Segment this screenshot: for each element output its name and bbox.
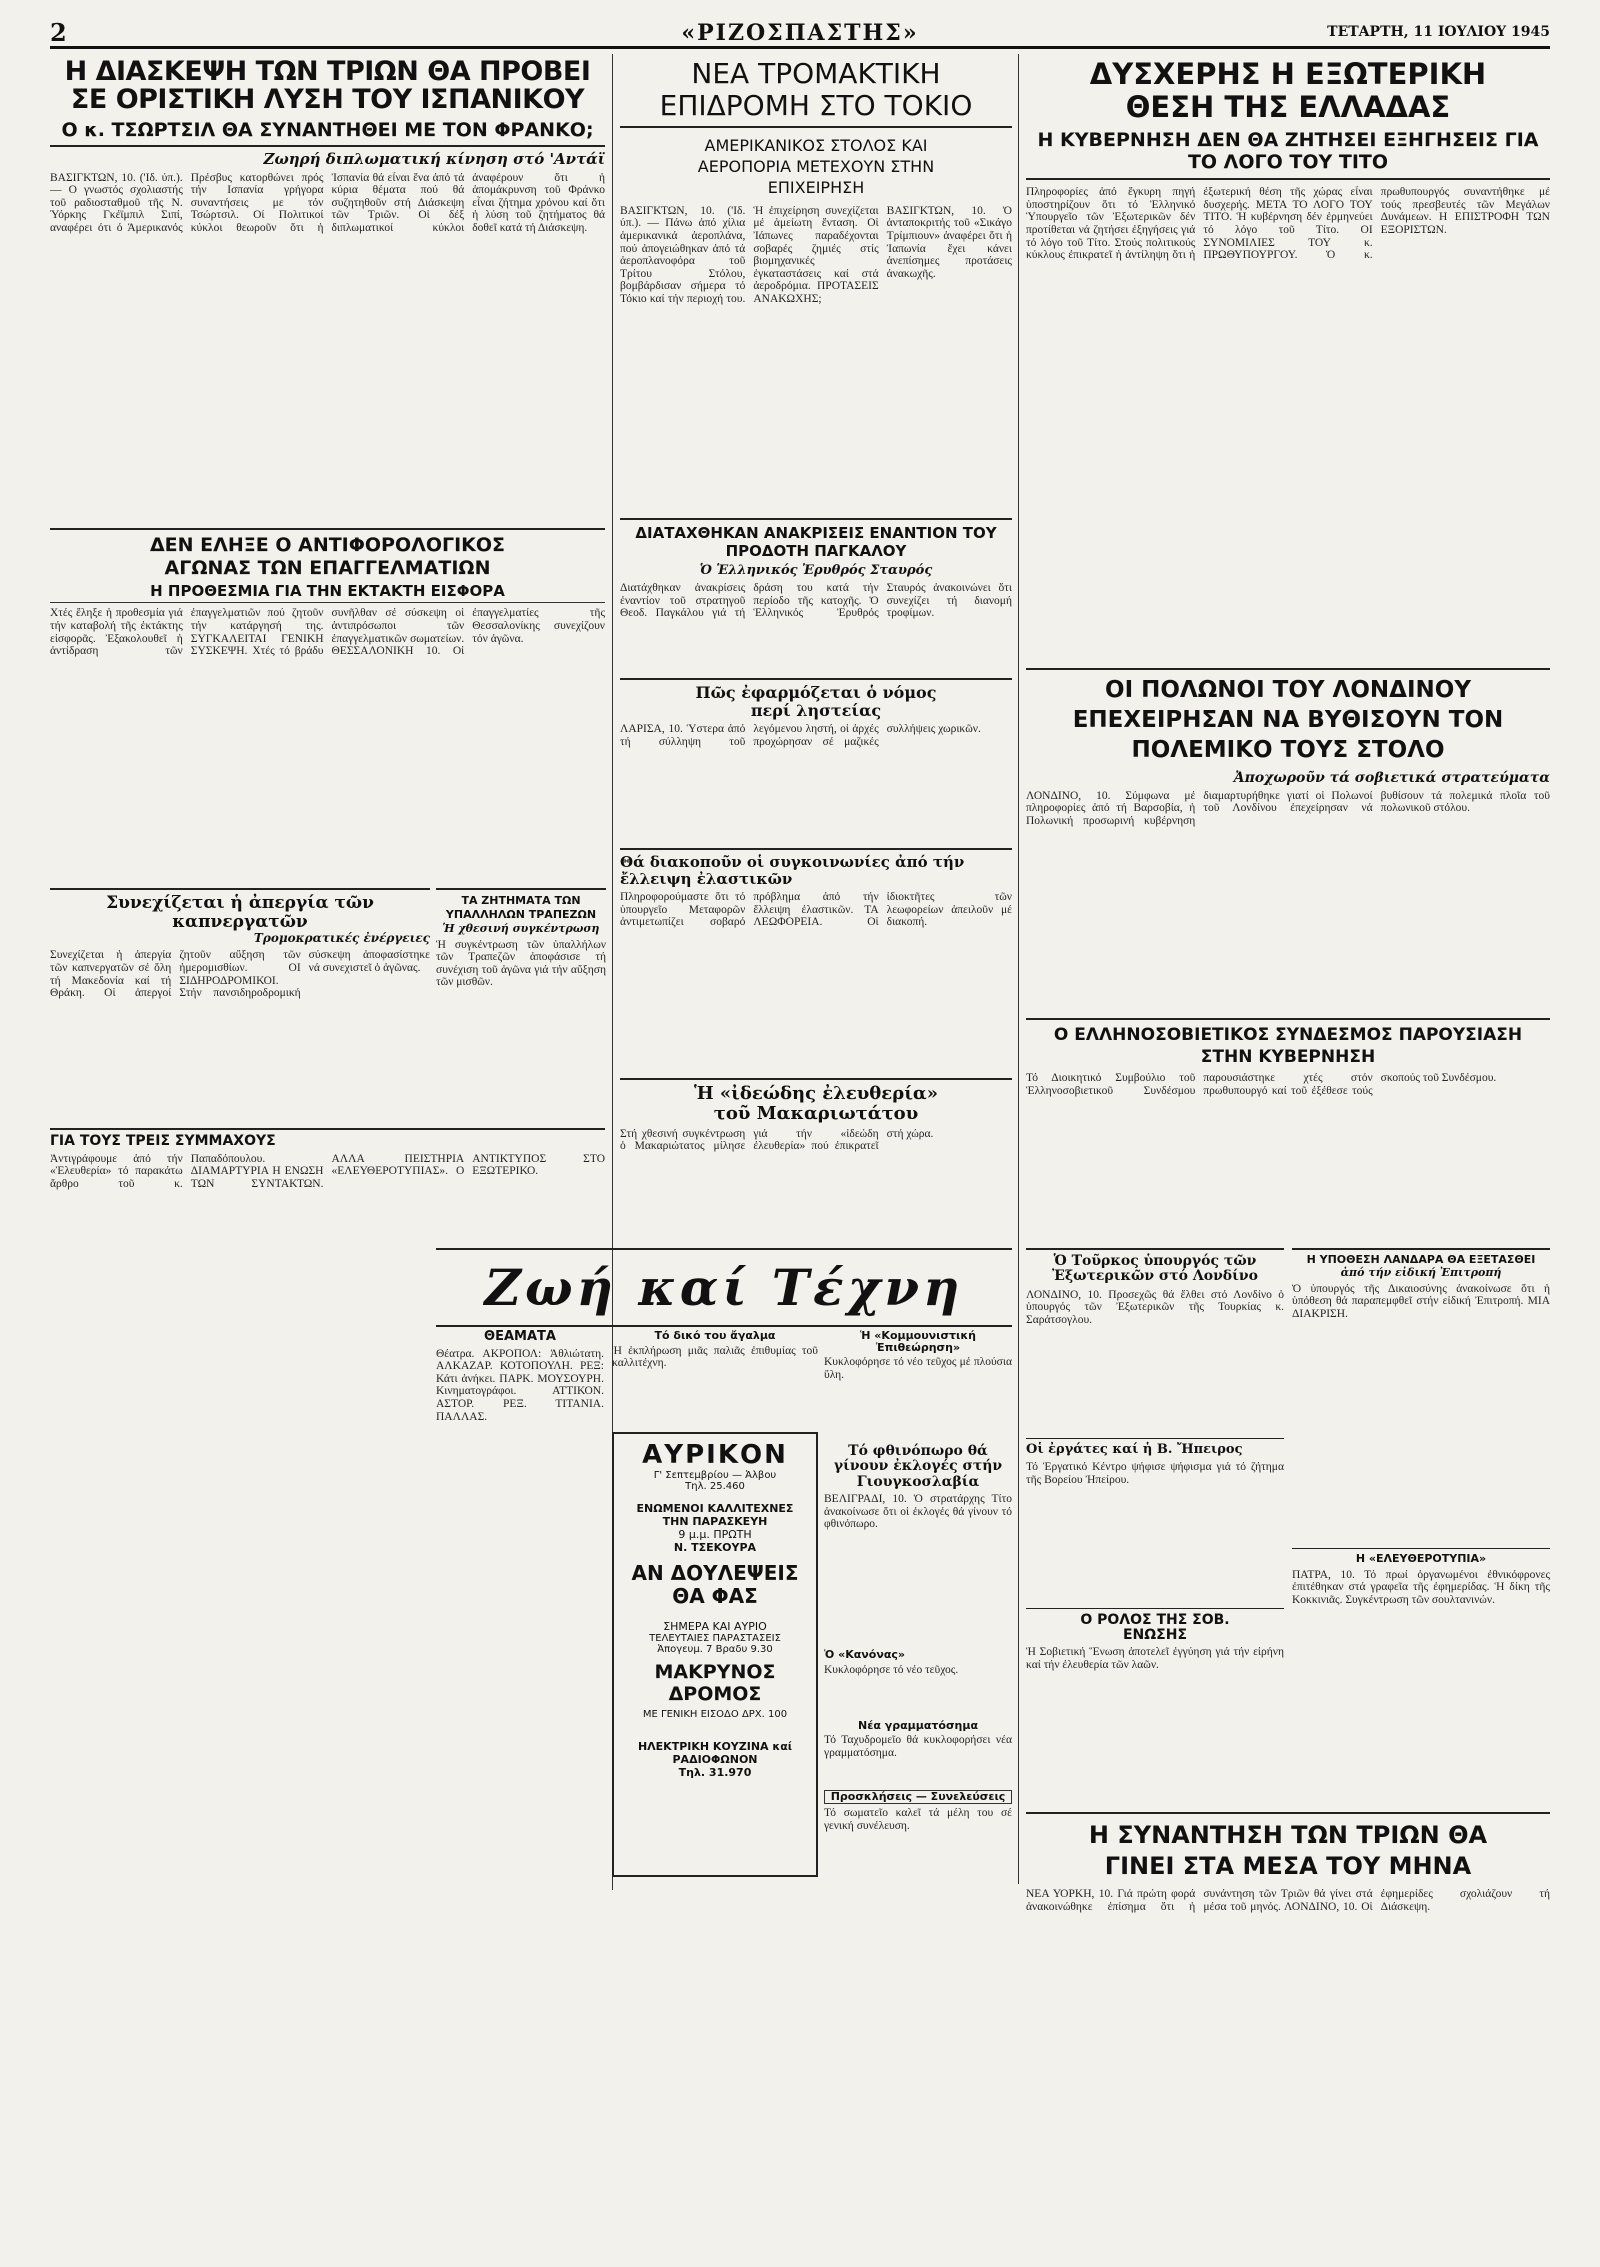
arts-items-right	[824, 1330, 1012, 1917]
headline: ΓΙΑ ΤΟΥΣ ΤΡΕΙΣ ΣΥΜΜΑΧΟΥΣ	[50, 1133, 276, 1149]
article-body: ΠΑΤΡΑ, 10. Τό πρωί ὀργανωμένοι ἐθνικόφρονες ἐπιτέθηκαν στά γραφεῖα τῆς ἐφημερίδας. Ἡ δίκη τῆς Κοκκινιᾶς. Συγκέντρωση τῶν σουλτανινών.	[1292, 1568, 1550, 1606]
article-body: Πληροφορούμαστε ὅτι τό ὑπουργεῖο Μεταφορῶν ἀντιμετωπίζει σοβαρό πρόβλημα ἀπό τήν ἔλλειψη ἐλαστικῶν. ΤΑ ΛΕΩΦΟΡΕΙΑ. Οἱ ἰδιοκτῆτες τῶν λεωφορείων ἀπειλοῦν μέ διακοπή.	[620, 891, 1012, 929]
headline: Η ΥΠΟΘΕΣΗ ΛΑΝΔΑΡΑ ΘΑ ΕΞΕΤΑΣΘΕΙ	[1306, 1253, 1536, 1266]
ad-footer: ΗΛΕΚΤΡΙΚΗ ΚΟΥΖΙΝΑ καί ΡΑΔΙΟΦΩΝΟΝ	[637, 1740, 793, 1766]
article-ladar	[1292, 1248, 1550, 1543]
headline: Η «ΕΛΕΥΘΕΡΟΤΥΠΙΑ»	[1355, 1552, 1487, 1565]
article-tokyo	[620, 58, 1012, 550]
article-body: Χτές ἔληξε ἡ προθεσμία γιά τήν καταβολή τῆς ἐκτάκτης εἰσφορᾶς. Ἐξακολουθεῖ ἡ ἀντίδραση τῶν ἐπαγγελματιῶν πού ζητοῦν τήν κατάργησή της. ΣΥΓΚΑΛΕΙΤΑΙ ΓΕΝΙΚΗ ΣΥΣΚΕΨΗ. Χτές τό βράδυ συνῆλθαν σέ σύσκεψη οἱ ἀντιπρόσωποι τῶν ἐπαγγελματικῶν σωματείων. ΘΕΣΣΑΛΟΝΙΚΗ 10. Οἱ ἐπαγγελματίες τῆς Θεσσαλονίκης συνεχίζουν τόν ἀγῶνα.	[50, 607, 605, 658]
headline: Πῶς ἐφαρμόζεται ὁ νόμος περί ληστείας	[695, 683, 937, 720]
masthead	[50, 18, 1550, 49]
headline: Ὁ Τοῦρκος ὑπουργός τῶν Ἐξωτερικῶν στό Λονδίνο	[1052, 1253, 1258, 1285]
ad-footer-phone: Τηλ. 31.970	[678, 1766, 752, 1779]
ad-line4: Ν. ΤΣΕΚΟΥΡΑ	[673, 1541, 757, 1554]
theatre-title: ΘΕΑΜΑΤΑ	[484, 1329, 556, 1344]
tagline: Τρομοκρατικές ἐνέργειες	[253, 931, 430, 946]
article-body: ΝΕΑ ΥΟΡΚΗ, 10. Γιά πρώτη φορά ἀνακοινώθηκε ἐπίσημα ὅτι ἡ συνάντηση τῶν Τριῶν θά γίνει στά μέσα τοῦ μηνός. ΛΟΝΔΙΝΟ, 10. Οἱ ἐφημερίδες σχολιάζουν τή Διάσκεψη.	[1026, 1888, 1550, 1913]
theatre-listings	[436, 1330, 604, 1888]
article-body: Τό Διοικητικό Συμβούλιο τοῦ Ἑλληνοσοβιετικοῦ Συνδέσμου παρουσιάστηκε χτές στόν πρωθυπουργό καί τοῦ ἐξέθεσε τούς σκοπούς τοῦ Συνδέσμου.	[1026, 1072, 1497, 1097]
article-epirus	[1026, 1438, 1284, 1596]
arts-header: Ζωή καί Τέχνη	[436, 1250, 1012, 1327]
ad-film: ΜΑΚΡΥΝΟΣ ΔΡΟΜΟΣ	[654, 1661, 776, 1705]
article-transport	[620, 848, 1012, 1066]
article-spain	[50, 58, 605, 567]
article-greek-soviet	[1026, 1018, 1550, 1267]
article-body: ΛΑΡΙΣΑ, 10. Ὑστερα ἀπό τή σύλληψη τοῦ λεγόμενου ληστή, οἱ ἀρχές προχώρησαν σέ μαζικές συλλήψεις χωρικῶν.	[620, 723, 981, 748]
ad-phone: Τηλ. 25.460	[685, 1481, 745, 1492]
item-body: ΒΕΛΙΓΡΑΔΙ, 10. Ὁ στρατάρχης Τίτο ἀνακοίνωσε ὅτι οἱ ἐκλογές θά γίνουν τό φθινόπωρο.	[824, 1493, 1012, 1531]
headline: ΔΥΣΧΕΡΗΣ Η ΕΞΩΤΕΡΙΚΗ ΘΕΣΗ ΤΗΣ ΕΛΛΑΔΑΣ	[1089, 57, 1487, 125]
article-three-meet	[1026, 1812, 1550, 1988]
theatre-body: Θέατρα. ΑΚΡΟΠΟΛ: Ἀθλιώτατη. ΑΛΚΑΖΑΡ. ΚΟΤΟΠΟΥΛΗ. ΡΕΞ: Κάτι ἀνήκει. ΠΑΡΚ. ΜΟΥΣΟΥΡΗ. Κινηματογράφοι. ΑΤΤΙΚΟΝ. ΑΣΤΟΡ. ΡΕΞ. ΤΙΤΑΝΙΑ. ΠΑΛΛΑΣ.	[436, 1347, 604, 1423]
item-body: Τό Ταχυδρομεῖο θά κυκλοφορήσει νέα γραμματόσημα.	[824, 1734, 1012, 1759]
headline: Συνεχίζεται ἡ ἀπεργία τῶν καπνεργατῶν	[106, 893, 374, 932]
article-body: Στή χθεσινή συγκέντρωση ὁ Μακαριώτατος μίλησε γιά τήν «ἰδεώδη ἐλευθερία» πού ἐπικρατεῖ στή χώρα.	[620, 1127, 934, 1153]
subheadline: Ο κ. ΤΣΩΡΤΣΙΛ ΘΑ ΣΥΝΑΝΤΗΘΕΙ ΜΕ ΤΟΝ ΦΡΑΝΚΟ;	[50, 121, 605, 147]
item-body: Τό σωματεῖο καλεῖ τά μέλη του σέ γενική συνέλευση.	[824, 1806, 1012, 1832]
ad-line3: 9 μ.μ. ΠΡΩΤΗ	[678, 1528, 752, 1541]
ad-line2: ΤΗΝ ΠΑΡΑΣΚΕΥΗ	[662, 1515, 768, 1528]
article-body: Τό Ἐργατικό Κέντρο ψήφισε ψήφισμα γιά τό ζήτημα τῆς Βορείου Ἠπείρου.	[1026, 1461, 1284, 1486]
article-traitor	[620, 518, 1012, 687]
headline: ΔΙΑΤΑΧΘΗΚΑΝ ΑΝΑΚΡΙΣΕΙΣ ΕΝΑΝΤΙΟΝ ΤΟΥ ΠΡΟΔΟΤΗ ΠΑΓΚΑΛΟΥ	[635, 524, 997, 560]
ad-play: ΑΝ ΔΟΥΛΕΨΕΙΣ ΘΑ ΦΑΣ	[631, 1561, 799, 1608]
article-body: Συνεχίζεται ἡ ἀπεργία τῶν καπνεργατῶν σέ ὅλη τή Μακεδονία καί τή Θράκη. Οἱ ἀπεργοί ζητοῦν αὔξηση τῶν ἡμερομισθίων. ΟΙ ΣΙΔΗΡΟΔΡΟΜΙΚΟΙ. Στήν πανσιδηροδρομική σύσκεψη ἀποφασίστηκε νά συνεχιστεῖ ὁ ἀγῶνας.	[50, 949, 430, 1000]
headline: Θά διακοποῦν οἱ συγκοινωνίες ἀπό τήν ἔλλειψη ἐλαστικῶν	[620, 853, 965, 888]
tagline: Ζωηρή διπλωματική κίνηση στό 'Αντάϊ	[263, 149, 605, 168]
headline: Ἡ «ἰδεώδης ἐλευθερία» τοῦ Μακαριωτάτου	[693, 1083, 939, 1124]
article-press	[1292, 1548, 1550, 1799]
ad-box	[612, 1432, 818, 1877]
item-body: Κυκλοφόρησε τό νέο τεῦχος.	[824, 1663, 959, 1676]
headline: Ο ΡΟΛΟΣ ΤΗΣ ΣΟΒ. ΕΝΩΣΗΣ	[1080, 1612, 1230, 1643]
item-title: Ἡ «Κομμουνιστική Ἐπιθεώρηση»	[860, 1329, 976, 1354]
ad-line1: ΕΝΩΜΕΝΟΙ ΚΑΛΛΙΤΕΧΝΕΣ	[636, 1502, 794, 1515]
issue-date: ΤΕΤΑΡΤΗ, 11 ΙΟΥΛΙΟΥ 1945	[1327, 24, 1550, 40]
headline: ΝΕΑ ΤΡΟΜΑΚΤΙΚΗ ΕΠΙΔΡΟΜΗ ΣΤΟ ΤΟΚΙΟ	[620, 58, 1012, 128]
article-body: Ἡ Σοβιετική Ἕνωση ἀποτελεῖ ἐγγύηση γιά τήν εἰρήνη καί τήν ἐλευθερία τῶν λαῶν.	[1026, 1646, 1284, 1671]
page-number: 2	[50, 18, 67, 47]
subheadline: Η ΚΥΒΕΡΝΗΣΗ ΔΕΝ ΘΑ ΖΗΤΗΣΕΙ ΕΞΗΓΗΣΕΙΣ ΓΙΑ ΤΟ ΛΟΓΟ ΤΟΥ ΤΙΤΟ	[1026, 129, 1550, 181]
item-title: Προσκλήσεις — Συνελεύσεις	[824, 1790, 1012, 1804]
tagline: Ἀποχωροῦν τά σοβιετικά στρατεύματα	[1233, 769, 1550, 786]
item-title: Ὁ «Κανόνας»	[824, 1648, 906, 1662]
article-robbery	[620, 678, 1012, 818]
item-title: Νέα γραμματόσημα	[857, 1718, 978, 1732]
headline: ΤΑ ΖΗΤΗΜΑΤΑ ΤΩΝ ΥΠΑΛΛΗΛΩΝ ΤΡΑΠΕΖΩΝ	[445, 894, 597, 921]
item-body: Κυκλοφόρησε τό νέο τεῦχος μέ πλούσια ὕλη.	[824, 1356, 1012, 1381]
item-title: Τό φθινόπωρο θά γίνουν ἐκλογές στήν Γιουγκοσλαβία	[833, 1443, 1003, 1490]
article-body: Πληροφορίες ἀπό ἔγκυρη πηγή ὑποστηρίζουν ὅτι τό Ἐλληνικό Ὑπουργεῖο τῶν Ἐξωτερικῶν δέν προτίθεται νά ζητήσει ἐξηγήσεις γιά τό λόγο τοῦ Τίτο. Στούς πολιτικούς κύκλους ἐπικρατεῖ ἡ ἀντίληψη ὅτι ἡ ἐξωτερική θέση τῆς χώρας εἶναι δυσχερής. ΜΕΤΑ ΤΟ ΛΟΓΟ ΤΟΥ ΤΙΤΟ. Ἡ κυβέρνηση δέν ἐρμηνεύει τό λόγο τοῦ Τίτο. ΟΙ ΣΥΝΟΜΙΛΙΕΣ ΤΟΥ κ. ΠΡΩΘΥΠΟΥΡΓΟΥ. Ὁ κ. πρωθυπουργός συναντήθηκε μέ τούς πρεσβευτές τῶν Μεγάλων Δυνάμεων. Η ΕΠΙΣΤΡΟΦΗ ΤΩΝ ΕΞΟΡΙΣΤΩΝ.	[1026, 186, 1550, 262]
subheadline: ΑΜΕΡΙΚΑΝΙΚΟΣ ΣΤΟΛΟΣ ΚΑΙ ΑΕΡΟΠΟΡΙΑ ΜΕΤΕΧΟΥΝ ΣΤΗΝ ΕΠΙΧΕΙΡΗΣΗ	[697, 136, 935, 197]
article-london-poles	[1026, 668, 1550, 1005]
article-body: ΒΑΣΙΓΚΤΩΝ, 10. ('Ιδ. ύπ.). — Πάνω ἀπό χίλια ἀμερικανικά ἀεροπλάνα, πού ἀπογειώθηκαν ἀπό τά ἀεροπλανοφόρα τοῦ Τρίτου Στόλου, βομβάρδισαν σήμερα τό Τόκιο καί τήν περιοχή του. Ἡ ἐπιχείρηση συνεχίζεται μέ ἀμείωτη ἔνταση. Οἱ Ἰάπωνες παραδέχονται σοβαρές ζημιές στίς βιομηχανικές ἐγκαταστάσεις καί στά ἀεροδρόμια. ΠΡΟΤΑΣΕΙΣ ΑΝΑΚΩΧΗΣ; ΒΑΣΙΓΚΤΩΝ, 10. Ὁ ἀνταποκριτής τοῦ «Σικάγο Τρίμπιουν» ἀναφέρει ὅτι ἡ Ἰαπωνία ἔχει κάνει ἀνεπίσημες προτάσεις ἀνακωχῆς.	[620, 204, 1012, 305]
article-body: Ἀντιγράφουμε ἀπό τήν «Ἐλευθερία» τό παρακάτω ἄρθρο τοῦ κ. Παπαδόπουλου. ΔΙΑΜΑΡΤΥΡΙΑ Η ΕΝΩΣΗ ΤΩΝ ΣΥΝΤΑΚΤΩΝ. ΑΛΛΑ ΠΕΙΣΤΗΡΙΑ «ΕΛΕΥΘΕΡΟΤΥΠΙΑΣ». Ο ΑΝΤΙΚΤΥΠΟΣ ΣΤΟ ΕΞΩΤΕΡΙΚΟ.	[50, 1152, 605, 1190]
headline: Η ΣΥΝΑΝΤΗΣΗ ΤΩΝ ΤΡΙΩΝ ΘΑ ΓΙΝΕΙ ΣΤΑ ΜΕΣΑ ΤΟΥ ΜΗΝΑ	[1088, 1821, 1488, 1881]
article-strike	[50, 888, 430, 1149]
article-professionals	[50, 528, 605, 887]
ad-address: Γ' Σεπτεμβρίου — Ἀλβου	[653, 1470, 777, 1481]
article-soviet-role	[1026, 1608, 1284, 1836]
paper-name: «ΡΙΖΟΣΠΑΣΤΗΣ»	[681, 20, 919, 46]
headline: ΟΙ ΠΟΛΩΝΟΙ ΤΟΥ ΛΟΝΔΙΝΟΥ ΕΠΕΧΕΙΡΗΣΑΝ ΝΑ ΒΥΘΙΣΟΥΝ ΤΟΝ ΠΟΛΕΜΙΚΟ ΤΟΥΣ ΣΤΟΛΟ	[1072, 677, 1504, 763]
article-turkish	[1026, 1248, 1284, 1414]
ad-line7: Ἀπογευμ. 7 Βραδυ 9.30	[657, 1644, 773, 1655]
headline: Η ΔΙΑΣΚΕΨΗ ΤΩΝ ΤΡΙΩΝ ΘΑ ΠΡΟΒΕΙ ΣΕ ΟΡΙΣΤΙΚΗ ΛΥΣΗ ΤΟΥ ΙΣΠΑΝΙΚΟΥ	[64, 56, 591, 116]
article-body: ΛΟΝΔΙΝΟ, 10. Σύμφωνα μέ πληροφορίες ἀπό τή Βαρσοβία, ἡ Πολωνική προσωρινή κυβέρνηση διαμαρτυρήθηκε γιατί οἱ Πολωνοί τοῦ Λονδίνου ἐπεχείρησαν νά βυθίσουν τά πολεμικά πλοῖα τοῦ πολωνικοῦ στόλου.	[1026, 789, 1550, 827]
tagline: Ὁ Ἑλληνικός Ἐρυθρός Σταυρός	[699, 563, 933, 578]
subheadline: Η ΠΡΟΘΕΣΜΙΑ ΓΙΑ ΤΗΝ ΕΚΤΑΚΤΗ ΕΙΣΦΟΡΑ	[50, 584, 605, 604]
article-banks	[436, 888, 606, 1139]
arts-items-left	[612, 1330, 818, 1425]
headline: Ο ΕΛΛΗΝΟΣΟΒΙΕΤΙΚΟΣ ΣΥΝΔΕΣΜΟΣ ΠΑΡΟΥΣΙΑΣΗ ΣΤΗΝ ΚΥΒΕΡΝΗΣΗ	[1053, 1025, 1523, 1068]
arts-section	[436, 1248, 1012, 1327]
ad-line8: ΜΕ ΓΕΝΙΚΗ ΕΙΣΟΔΟ ΔΡΧ. 100	[642, 1709, 788, 1720]
item-body: Ἡ ἐκπλήρωση μιᾶς παλιᾶς ἐπιθυμίας τοῦ καλλιτέχνη.	[612, 1344, 818, 1370]
ad-name: ΑΥΡΙΚΟΝ	[642, 1440, 788, 1470]
article-body: Διατάχθηκαν ἀνακρίσεις ἐναντίον τοῦ στρατηγοῦ Θεοδ. Παγκάλου γιά τή δράση του κατά τήν περίοδο τῆς κατοχῆς. Ὁ Ἑλληνικός Ἐρυθρός Σταυρός ἀνακοινώνει ὅτι συνεχίζει τή διανομή τροφίμων.	[620, 582, 1012, 620]
article-body: ΒΑΣΙΓΚΤΩΝ, 10. ('Ιδ. ύπ.). — Ο γνωστός σχολιαστής τοῦ ραδιοσταθμοῦ τῆς Ν. Ύόρκης Γκέϊμπιλ Σιπί, αναφέρει ότι ό Άμερικανός Πρέσβυς κατορθώνει πρός τήν Ισπανία γρήγορα συναντήσεις με τόν Τσώρτσιλ. Οί Πολιτικοί κύκλοι θεωροῦν ὅτι ἡ Ἰσπανία θά εἶναι ἕνα ἀπό τά κύρια θέματα πού θά συζητηθοῦν στή Διάσκεψη τῶν Τριῶν. Οἱ δέξ διπλωματικοί κύκλοι ἀναφέρουν ὅτι ἡ ἀπομάκρυνση τοῦ Φράνκο εἶναι ζήτημα χρόνου καί ὅτι ἡ λύση τοῦ ζητήματος θά δοθεῖ κατά τή Διάσκεψη.	[50, 171, 605, 234]
ad-line5: ΣΗΜΕΡΑ ΚΑΙ ΑΥΡΙΟ	[663, 1620, 767, 1633]
tagline: Ἡ χθεσινή συγκέντρωση	[442, 921, 600, 935]
article-greece	[1026, 58, 1550, 691]
headline: ΔΕΝ ΕΛΗΞΕ Ο ΑΝΤΙΦΟΡΟΛΟΓΙΚΟΣ ΑΓΩΝΑΣ ΤΩΝ ΕΠΑΓΓΕΛΜΑΤΙΩΝ	[149, 534, 506, 579]
article-body: Ἡ συγκέντρωση τῶν ὑπαλλήλων τῶν Τραπεζῶν ἀποφάσισε τή συνέχιση τοῦ ἀγῶνα γιά τήν αὔξηση τῶν μισθῶν.	[436, 938, 606, 989]
subheadline: ἀπό τήν εἰδική Ἐπιτροπή	[1340, 1265, 1502, 1279]
article-body: ΛΟΝΔΙΝΟ, 10. Προσεχῶς θά ἔλθει στό Λονδίνο ὁ ὑπουργός τῶν Ἐξωτερικῶν τῆς Τουρκίας κ. Σαράτσογλου.	[1026, 1288, 1284, 1326]
article-body: Ὁ ὑπουργός τῆς Δικαιοσύνης ἀνακοίνωσε ὅτι ἡ ὑπόθεση θά παραπεμφθεῖ στήν εἰδική Ἐπιτροπή. ΜΙΑ ΔΙΑΚΡΙΣΗ.	[1292, 1282, 1550, 1320]
headline: Οἱ ἐργάτες καί ἡ Β. Ἤπειρος	[1026, 1442, 1243, 1457]
ad-line6: ΤΕΛΕΥΤΑΙΕΣ ΠΑΡΑΣΤΑΣΕΙΣ	[649, 1633, 781, 1644]
item-title: Τό δικό του ἄγαλμα	[654, 1329, 776, 1342]
